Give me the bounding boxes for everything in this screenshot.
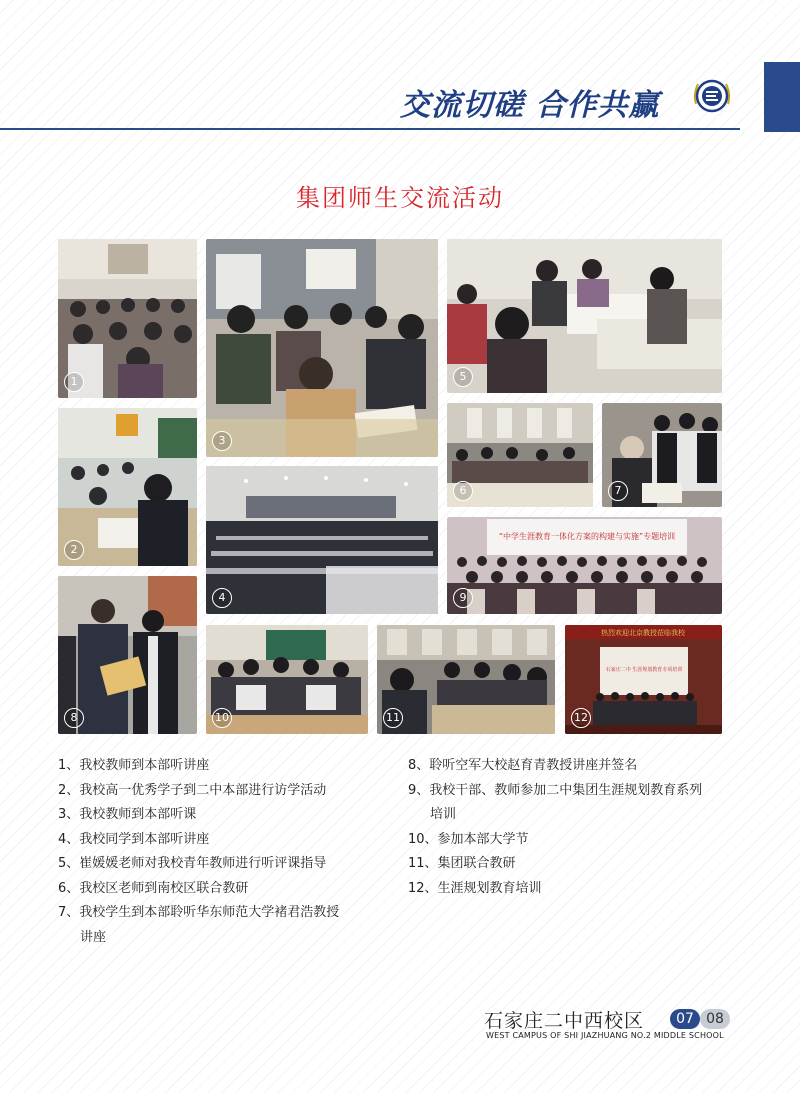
photo-6 [447, 403, 593, 507]
photo-7 [602, 403, 722, 507]
photo-5 [447, 239, 722, 393]
photo-number-badge: 5 [453, 367, 473, 387]
photo-10 [206, 625, 368, 734]
page-numbers [670, 1009, 730, 1029]
photo-1 [58, 239, 197, 398]
caption-11: 11、集团联合教研 [408, 856, 516, 871]
photo-12-screen: 石家庄二中 生涯规划教育专项培训 [605, 667, 683, 673]
section-title: 集团师生交流活动 [296, 184, 504, 212]
caption-1: 1、我校教师到本部听讲座 [58, 758, 210, 773]
photo-number-badge: 2 [64, 540, 84, 560]
page-header-title: 交流切磋 合作共赢 [400, 88, 660, 123]
photo-12 [565, 625, 722, 734]
photo-number-badge: 8 [64, 708, 84, 728]
caption-9-continued: 培训 [430, 807, 457, 822]
photo-number-badge: 7 [608, 481, 628, 501]
caption-7: 7、我校学生到本部聆听华东师范大学褚君浩教授 [58, 905, 340, 920]
photo-12-banner: 热烈欢迎北京教授莅临我校 [601, 629, 685, 637]
header-color-tab [764, 62, 800, 132]
photo-9-banner: “中学生涯教育一体化方案的构建与实施”专题培训 [498, 532, 676, 541]
captions-right-column [408, 754, 702, 901]
photo-number-badge: 3 [212, 431, 232, 451]
footer-school-name-english: WEST CAMPUS OF SHI JIAZHUANG NO.2 MIDDLE SCHOOL [486, 1031, 724, 1040]
caption-4: 4、我校同学到本部听讲座 [58, 831, 210, 847]
caption-2: 2、我校高一优秀学子到二中本部进行访学活动 [58, 782, 327, 798]
photo-number-badge: 12 [571, 708, 591, 728]
page-number-right: 08 [700, 1009, 730, 1029]
photo-number-badge: 6 [453, 481, 473, 501]
caption-9: 9、我校干部、教师参加二中集团生涯规划教育系列 [408, 782, 703, 798]
photo-11 [377, 625, 555, 734]
caption-3: 3、我校教师到本部听课 [58, 807, 197, 822]
captions-left-column [58, 754, 339, 950]
caption-7-continued: 讲座 [80, 929, 107, 945]
header-divider [0, 128, 740, 130]
school-emblem-icon [690, 74, 734, 118]
photo-number-badge: 1 [64, 372, 84, 392]
caption-8: 8、聆听空军大校赵育青教授讲座并签名 [408, 758, 638, 773]
caption-10: 10、参加本部大学节 [408, 831, 529, 847]
photo-8 [58, 576, 197, 734]
caption-12: 12、生涯规划教育培训 [408, 880, 542, 896]
photo-number-badge: 11 [383, 708, 403, 728]
footer-school-name: 石家庄二中西校区 [484, 1010, 645, 1032]
photo-4 [206, 466, 438, 614]
photo-9 [447, 517, 722, 614]
photo-2 [58, 408, 197, 566]
caption-5: 5、崔媛媛老师对我校青年教师进行听评课指导 [58, 856, 327, 871]
photo-3 [206, 239, 438, 457]
photo-number-badge: 10 [212, 708, 232, 728]
page-number-left: 07 [670, 1009, 700, 1029]
photo-number-badge: 9 [453, 588, 473, 608]
caption-6: 6、我校区老师到南校区联合教研 [58, 880, 249, 896]
photo-number-badge: 4 [212, 588, 232, 608]
